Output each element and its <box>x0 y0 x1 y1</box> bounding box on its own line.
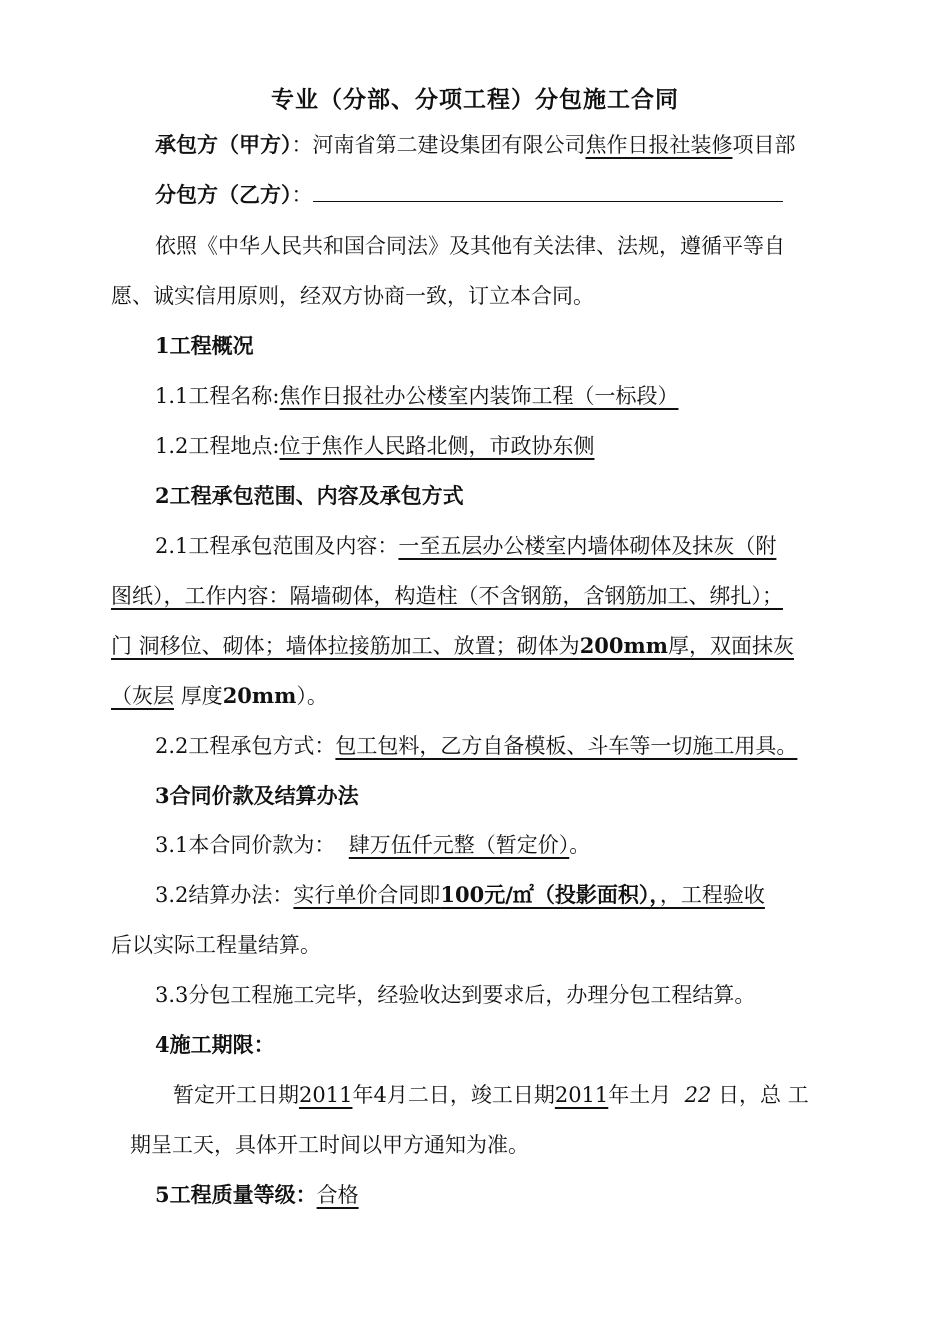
contractor-project: 焦作日报社装修 <box>585 133 733 157</box>
start-date-rest: 年4月二日，竣工日期 <box>352 1083 555 1107</box>
section-2-heading: 2工程承包范围、内容及承包方式 <box>155 483 464 508</box>
scope-label: 2.1工程承包范围及内容： <box>155 534 399 558</box>
section-1-1 <box>155 382 950 410</box>
scope-line-4-d: ）。 <box>296 684 328 708</box>
section-1-heading: 1工程概况 <box>155 333 254 358</box>
end-month: 年土月 <box>608 1083 672 1107</box>
settlement-value-b: 100元/㎡（投影面积）， <box>440 882 660 907</box>
section-3-1 <box>155 831 950 859</box>
price-value: 肆万伍仟元整（暂定价） <box>348 833 570 857</box>
scope-line-4-c: 20mm <box>222 683 297 708</box>
price-label: 3.1本合同价款为： <box>155 833 336 857</box>
end-day: 22 <box>684 1083 712 1107</box>
scope-line-3-c: 厚，双面抹灰 <box>667 634 794 658</box>
start-date-label: 暂定开工日期 <box>173 1083 299 1107</box>
section-5 <box>155 1181 950 1209</box>
document-title: 专业（分部、分项工程）分包施工合同 <box>271 86 679 113</box>
contractor-colon: ： <box>291 133 313 157</box>
project-name-label: 1.1工程名称: <box>155 384 280 408</box>
project-location-label: 1.2工程地点: <box>155 434 280 458</box>
total-period-start: 日，总 工 <box>718 1083 809 1107</box>
section-3-2-line-1 <box>155 881 950 909</box>
project-location-value: 位于焦作人民路北侧，市政协东侧 <box>279 434 595 458</box>
scope-line-4-a: （灰层 <box>111 684 174 708</box>
section-2-1-line-3 <box>111 632 950 660</box>
subcontractor-blank-field <box>313 181 783 202</box>
scope-value-line-1: 一至五层办公楼室内墙体砌体及抹灰（附 <box>398 534 777 558</box>
scope-line-4-b: 厚度 <box>180 684 223 708</box>
contract-mode-label: 2.2工程承包方式： <box>155 734 336 758</box>
section-4-line-2: 期呈工天，具体开工时间以甲方通知为准。 <box>130 1133 529 1157</box>
contractor-line <box>155 131 950 159</box>
section-3-heading: 3合同价款及结算办法 <box>155 783 359 808</box>
section-3-3: 3.3分包工程施工完毕，经验收达到要求后，办理分包工程结算。 <box>155 983 756 1007</box>
contractor-name: 河南省第二建设集团有限公司 <box>312 133 586 157</box>
project-name-value: 焦作日报社办公楼室内装饰工程（一标段） <box>279 384 679 408</box>
contractor-label: 承包方（甲方） <box>155 132 292 157</box>
scope-line-3-a: 门 洞移位、砌体；墙体拉接筋加工、放置；砌体为 <box>111 634 580 658</box>
end-year: 2011 <box>554 1083 609 1107</box>
subcontractor-colon: ： <box>291 183 313 207</box>
section-2-2 <box>155 732 950 760</box>
subcontractor-label: 分包方（乙方） <box>155 182 292 207</box>
scope-line-3-b: 200mm <box>579 633 668 658</box>
section-2-1-line-2: 图纸），工作内容：隔墙砌体，构造柱（不含钢筋，含钢筋加工、绑扎）； <box>111 584 783 608</box>
contract-mode-value: 包工包料，乙方自备模板、斗车等一切施工用具。 <box>335 734 798 758</box>
start-year: 2011 <box>299 1083 353 1107</box>
intro-line-1: 依照《中华人民共和国合同法》及其他有关法律、法规，遵循平等自 <box>155 234 785 258</box>
section-2-1-line-1 <box>155 532 950 560</box>
section-2-1-line-4 <box>111 682 950 710</box>
section-4-heading: 4施工期限： <box>155 1032 275 1057</box>
settlement-label: 3.2结算办法： <box>155 883 294 907</box>
contractor-suffix: 项目部 <box>732 133 796 157</box>
settlement-value-c: ，工程验收 <box>659 883 765 907</box>
quality-value: 合格 <box>316 1183 359 1207</box>
section-4-line-1 <box>173 1081 950 1109</box>
quality-label: 5工程质量等级： <box>155 1182 317 1207</box>
settlement-value-a: 实行单价合同即 <box>293 883 441 907</box>
intro-line-2: 愿、诚实信用原则，经双方协商一致，订立本合同。 <box>111 284 594 308</box>
subcontractor-line <box>155 181 950 209</box>
section-1-2 <box>155 432 950 460</box>
price-end: 。 <box>569 833 591 857</box>
section-3-2-line-2: 后以实际工程量结算。 <box>111 933 321 957</box>
